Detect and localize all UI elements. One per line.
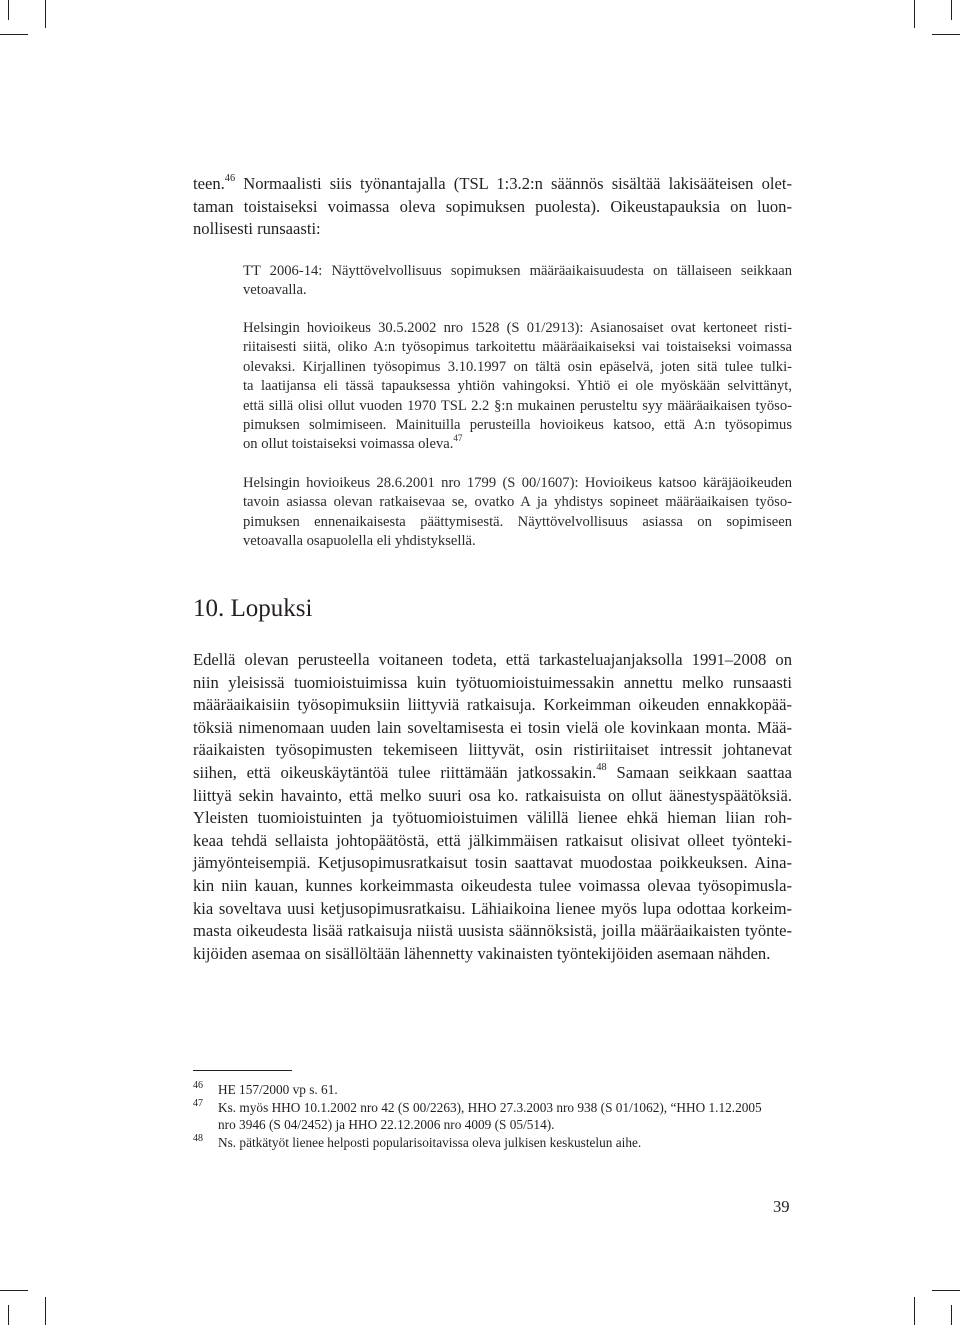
line-text: taman toistaiseksi voimassa oleva sopimuksen puolesta). Oikeustapauksia on luon- xyxy=(193,196,792,216)
footnote-text: Ks. myös HHO 10.1.2002 nro 42 (S 00/2263), HHO 27.3.2003 nro 938 (S 01/1062), “HHO 1.12.2005 xyxy=(218,1100,762,1115)
text-line xyxy=(193,852,792,875)
text-line xyxy=(193,898,792,921)
text-line xyxy=(193,762,792,785)
line-text: Samaan seikkaan saattaa xyxy=(606,762,792,782)
line-text: määräaikaisiin työsopimuksiin liittyviä ratkaisuja. Korkeimman oikeuden ennakkopää- xyxy=(193,695,792,715)
case-hho-28-6-2001 xyxy=(243,474,792,552)
line-text: kijöiden asemaa on sisällöltään lähennetty vakinaisten työntekijöiden asemaan nähden. xyxy=(193,943,771,963)
text-line xyxy=(243,338,792,357)
text-line xyxy=(193,920,792,943)
text-line xyxy=(243,281,792,300)
text-line xyxy=(243,377,792,396)
case-tt-2006-14 xyxy=(243,262,792,301)
text-line xyxy=(193,807,792,830)
line-text: ta laatijansa eli tässä tapauksessa yhtiön vahingoksi. Yhtiö ei ole myöskään selvittänyt, xyxy=(243,378,792,395)
text-line xyxy=(243,513,792,532)
line-text: riitaisesti siitä, oliko A:n työsopimus tarkoitettu määräaikaiseksi vai toistaiseksi voimassa xyxy=(243,339,792,356)
intro-paragraph xyxy=(193,173,792,241)
line-text: vetoavalla osapuolella eli yhdistyksellä. xyxy=(243,533,476,550)
page-number: 39 xyxy=(773,1197,790,1216)
text-line xyxy=(243,319,792,338)
line-text: teen. xyxy=(193,174,225,193)
line-text: vetoavalla. xyxy=(243,282,307,299)
footnote-number: 47 xyxy=(193,1098,203,1109)
section-heading: 10. Lopuksi xyxy=(193,595,313,622)
text-line xyxy=(193,717,792,740)
footnote-text: nro 3946 (S 04/2452) ja HHO 22.12.2006 nro 4009 (S 05/514). xyxy=(218,1117,555,1132)
line-text: kin niin kauan, kunnes korkeimmasta oikeudesta tulee voimassa olevaa työsopimusla- xyxy=(193,875,792,895)
text-line xyxy=(193,672,792,695)
text-line xyxy=(243,358,792,377)
text-line xyxy=(193,173,792,196)
line-text: jämyönteisempiä. Ketjusopimusratkaisut tosin saattavat muodostaa poikkeuksen. Aina- xyxy=(193,853,792,873)
line-text: keaa tehdä sellaista johtopäätöstä, että jälkimmäisen ratkaisut olisivat olleet työnteki- xyxy=(193,830,792,850)
footnote-reference: 47 xyxy=(453,433,463,444)
line-text: räaikaisten työsopimusten tekemiseen liittyvät, osin ristiriitaiset intressit johtanevat xyxy=(193,740,792,760)
line-text: liittyä sekin havainto, että melko suuri osa ko. ratkaisuista on ollut äänestyspäätöksiä. xyxy=(193,785,792,805)
footnote-number: 48 xyxy=(193,1133,203,1144)
line-text: nollisesti runsaasti: xyxy=(193,219,321,239)
text-line xyxy=(193,830,792,853)
line-text: niin yleisissä tuomioistuimissa kuin työtuomioistuimessakin annettu melko runsaasti xyxy=(193,672,792,692)
footnote-text: Ns. pätkätyöt lienee helposti popularisoitavissa oleva julkisen keskustelun aihe. xyxy=(218,1135,642,1150)
text-line xyxy=(193,943,792,966)
text-line xyxy=(193,875,792,898)
line-text: pimuksen ennenaikaisesta päättymisestä. Näyttövelvollisuus asiassa on sopimiseen xyxy=(243,513,792,530)
line-text: TT 2006-14: Näyttövelvollisuus sopimuksen määräaikaisuudesta on tällaiseen seikkaan xyxy=(243,263,792,279)
text-line xyxy=(193,649,792,672)
line-text: töksiä nimenomaan uuden lain soveltamisesta ei tosin vielä ole kovinkaan monta. Mää- xyxy=(193,717,792,737)
text-line xyxy=(243,262,792,281)
line-text: tavoin asiassa olevan ratkaisevaa se, ovatko A ja yhdistys sopineet määräaikaisen työso- xyxy=(243,494,792,511)
line-text: olevaksi. Kirjallinen työsopimus 3.10.1997 on tältä osin epäselvä, joten sitä tulee tulki- xyxy=(243,358,792,375)
line-text: Edellä olevan perusteella voitaneen todeta, että tarkasteluajanjaksolla 1991–2008 on xyxy=(193,650,792,669)
line-text: että sillä olisi ollut vuoden 1970 TSL 2.2 §:n mukainen perusteltu syy määräaikaisen työso- xyxy=(243,397,792,414)
line-text: pimuksen solmimiseen. Mainituilla perusteilla hovioikeus katsoo, että A:n työsopimus xyxy=(243,416,792,433)
conclusion-paragraph xyxy=(193,649,792,965)
text-line xyxy=(193,196,792,219)
text-line xyxy=(243,397,792,416)
footnote-text: HE 157/2000 vp s. 61. xyxy=(218,1082,338,1097)
text-line xyxy=(193,218,792,241)
text-line xyxy=(243,435,792,454)
footnote-reference: 46 xyxy=(224,172,236,184)
text-line xyxy=(193,739,792,762)
line-text: Yleisten tuomioistuinten ja työtuomioistuimen välillä lienee ehkä hieman liian roh- xyxy=(193,808,792,828)
line-text: siihen, että oikeuskäytäntöä tulee riittämään jatkossakin. xyxy=(193,762,597,782)
line-text: masta oikeudesta lisää ratkaisuja niistä uusista säännöksistä, joilla määräaikaisten työnte- xyxy=(193,921,792,941)
line-text: Helsingin hovioikeus 28.6.2001 nro 1799 (S 00/1607): Hovioikeus katsoo käräjäoikeuden xyxy=(243,475,792,491)
line-text: kia soveltava uusi ketjusopimusratkaisu. Lähiaikoina lienee myös lupa odottaa korkeim- xyxy=(193,898,792,918)
text-line xyxy=(193,785,792,808)
footnote-reference: 48 xyxy=(596,761,607,773)
line-text: on ollut toistaiseksi voimassa oleva. xyxy=(243,436,454,453)
footnote-divider xyxy=(193,1070,292,1071)
text-line xyxy=(243,416,792,435)
footnote-number: 46 xyxy=(193,1080,203,1091)
case-hho-30-5-2002 xyxy=(243,319,792,455)
text-line xyxy=(243,532,792,551)
text-line xyxy=(243,474,792,493)
line-text: Normaalisti siis työnantajalla (TSL 1:3.2:n säännös sisältää lakisääteisen olet- xyxy=(235,174,792,193)
text-line xyxy=(243,493,792,512)
line-text: Helsingin hovioikeus 30.5.2002 nro 1528 (S 01/2913): Asianosaiset ovat kertoneet risti- xyxy=(243,320,792,336)
text-line xyxy=(193,694,792,717)
